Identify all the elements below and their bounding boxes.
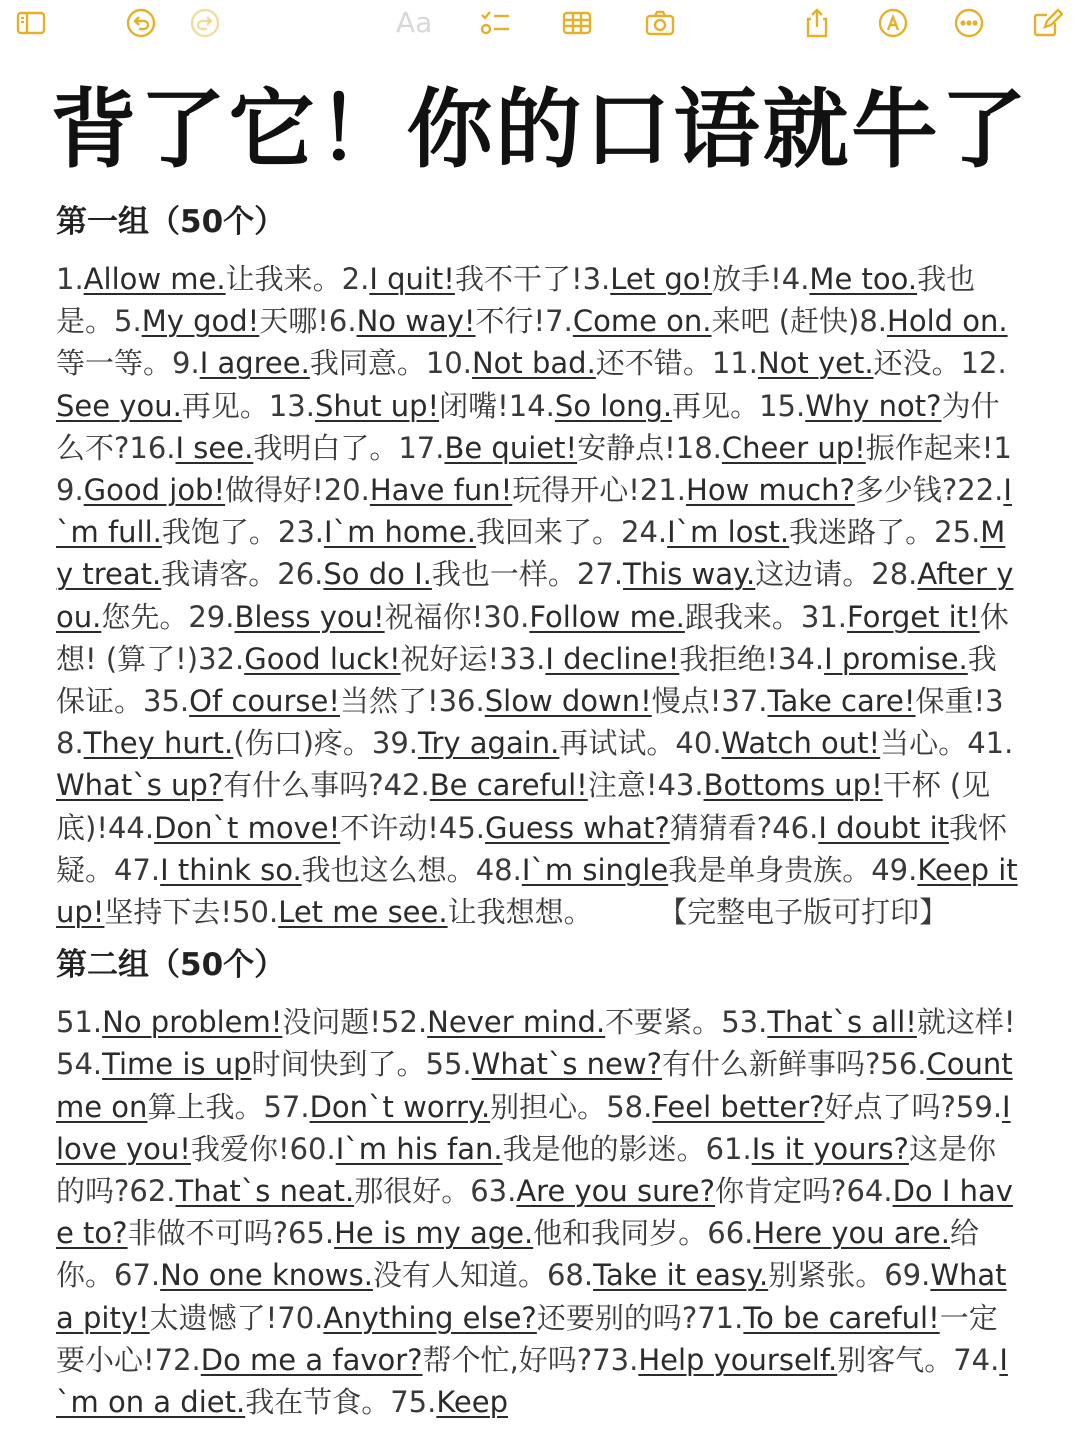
phrase-chinese: 给你。 xyxy=(56,1216,980,1293)
phrase-number: 37. xyxy=(721,684,768,719)
phrase-item xyxy=(676,431,994,465)
phrase-item xyxy=(583,262,782,296)
phrase-english: Keep xyxy=(436,1385,509,1420)
phrase-english: I`m his fan. xyxy=(335,1131,503,1166)
phrase-item xyxy=(384,768,658,802)
phrase-number: 49. xyxy=(871,852,918,887)
phrase-english: Follow me. xyxy=(529,599,685,634)
phrase-english: Never mind. xyxy=(427,1005,606,1040)
phrase-number: 26. xyxy=(277,557,324,592)
note-body[interactable] xyxy=(56,198,1022,1423)
phrase-number: 52. xyxy=(381,1005,428,1040)
phrase-number: 66. xyxy=(707,1216,754,1251)
phrase-english: Watch out! xyxy=(721,726,881,761)
phrase-list xyxy=(56,1001,1022,1423)
group-title: 第一组（50个） xyxy=(56,204,286,240)
phrase-english: Don`t move! xyxy=(154,810,341,845)
phrase-item xyxy=(290,1132,706,1166)
table-icon[interactable] xyxy=(560,6,594,40)
phrase-item xyxy=(114,853,476,887)
phrase-number: 62. xyxy=(129,1174,176,1209)
phrase-chinese: 再见。 xyxy=(181,388,269,423)
phrase-chinese: 保重! xyxy=(915,684,986,719)
phrase-chinese: 我回来了。 xyxy=(475,515,621,550)
phrase-number: 56. xyxy=(880,1047,927,1082)
compose-icon[interactable] xyxy=(1030,6,1064,40)
phrase-number: 42. xyxy=(383,768,430,803)
phrase-english: That`s all! xyxy=(767,1005,917,1040)
phrase-number: 35. xyxy=(143,684,190,719)
phrase-item xyxy=(56,262,342,296)
phrase-number: 64. xyxy=(846,1174,893,1209)
phrase-chinese: 我保证。 xyxy=(56,641,997,719)
phrase-item xyxy=(621,515,934,549)
phrase-english: Help yourself. xyxy=(638,1342,838,1377)
phrase-number: 58. xyxy=(606,1089,653,1124)
phrase-english: Here you are. xyxy=(753,1216,950,1251)
phrase-english: Hold on. xyxy=(887,304,1008,339)
phrase-item xyxy=(114,1258,547,1292)
phrase-number: 57. xyxy=(263,1089,310,1124)
phrase-chinese: 就这样! xyxy=(916,1005,1016,1040)
phrase-english: Be quiet! xyxy=(444,430,578,465)
phrase-chinese: 让我来。 xyxy=(225,262,342,296)
phrase-number: 43. xyxy=(657,768,704,803)
phrase-chinese: 慢点! xyxy=(651,684,722,719)
phrase-english: Count me on xyxy=(56,1047,1013,1124)
phrase-number: 63. xyxy=(470,1174,517,1209)
phrase-item xyxy=(721,1005,1015,1039)
phrase-number: 10. xyxy=(425,346,472,381)
phrase-number: 30. xyxy=(483,599,530,634)
phrase-item xyxy=(712,346,961,380)
phrase-english: I agree. xyxy=(199,346,310,381)
phrase-chinese: 还要别的吗? xyxy=(536,1300,698,1335)
phrase-item xyxy=(277,1301,697,1335)
phrase-english: No one knows. xyxy=(160,1258,373,1293)
phrase-chinese: 好点了吗? xyxy=(824,1089,956,1124)
phrase-number: 24. xyxy=(621,515,668,550)
phrase-number: 20. xyxy=(323,473,370,508)
phrase-english: I`m on a diet. xyxy=(56,1342,1008,1420)
phrase-english: They hurt. xyxy=(83,726,234,761)
phrase-chinese: 我在节食。 xyxy=(245,1385,391,1420)
phrase-number: 69. xyxy=(884,1258,931,1293)
phrase-number: 3. xyxy=(582,262,611,296)
phrase-chinese: 干杯 (见底)! xyxy=(56,768,991,845)
share-icon[interactable] xyxy=(800,6,834,40)
phrase-item xyxy=(277,557,577,591)
phrase-english: Shut up! xyxy=(314,388,440,423)
phrase-chinese: 做得好! xyxy=(225,473,324,508)
phrase-number: 2. xyxy=(341,262,370,296)
phrase-item xyxy=(721,684,985,718)
phrase-english: Bottoms up! xyxy=(703,768,883,803)
phrase-english: Keep it up! xyxy=(56,852,1018,930)
phrase-english: Do I have to? xyxy=(56,1174,1013,1251)
phrase-item xyxy=(390,1385,508,1419)
phrase-number: 12. xyxy=(960,346,1007,381)
phrase-english: Anything else? xyxy=(323,1300,537,1335)
phrase-english: Me too. xyxy=(809,262,918,296)
phrase-chinese: 为什么不? xyxy=(56,388,1000,465)
phrase-number: 44. xyxy=(107,810,155,845)
phrase-item xyxy=(509,389,759,423)
phrase-english: My treat. xyxy=(56,515,1006,592)
phrase-english: Don`t worry. xyxy=(309,1089,491,1124)
phrase-number: 5. xyxy=(114,304,142,339)
phrase-english: Cheer up! xyxy=(721,430,866,465)
phrase-chinese: 当然了! xyxy=(339,684,439,719)
note-title: 背了它！你的口语就牛了 xyxy=(50,80,1030,180)
phrase-english: Take care! xyxy=(767,684,916,719)
phrase-item xyxy=(56,1047,426,1081)
phrase-list xyxy=(56,258,1022,933)
phrase-chinese: 等一等。 xyxy=(56,346,173,381)
markup-icon[interactable] xyxy=(876,6,910,40)
phrase-number: 36. xyxy=(438,684,485,719)
phrase-chinese: 当心。 xyxy=(880,726,968,761)
phrase-item xyxy=(198,642,499,676)
phrase-chinese: 闭嘴! xyxy=(439,388,509,423)
phrase-english: I think so. xyxy=(160,852,302,887)
phrase-chinese: 玩得开心! xyxy=(512,473,640,508)
phrase-item xyxy=(143,684,439,718)
phrase-chinese: 这边请。 xyxy=(755,557,872,592)
phrase-number: 11. xyxy=(711,346,758,381)
phrase-english: I quit! xyxy=(369,262,455,296)
phrase-number: 45. xyxy=(438,810,486,845)
phrase-english: What a pity! xyxy=(56,1258,1007,1335)
phrase-english: No problem! xyxy=(102,1005,283,1040)
phrase-chinese: 不要紧。 xyxy=(605,1005,722,1040)
phrase-chinese: 天哪! xyxy=(259,304,329,339)
phrase-english: What`s new? xyxy=(471,1047,662,1082)
phrase-chinese: 我也一样。 xyxy=(431,557,577,592)
phrase-chinese: 没有人知道。 xyxy=(372,1258,547,1293)
phrase-chinese: 我也这么想。 xyxy=(301,852,476,887)
phrase-number: 68. xyxy=(546,1258,594,1293)
phrase-english: Have fun! xyxy=(369,473,513,508)
phrase-chinese: 让我想想。 xyxy=(447,895,593,930)
phrase-number: 17. xyxy=(398,430,445,465)
sidebar-icon[interactable] xyxy=(14,6,48,40)
phrase-number: 39. xyxy=(371,726,419,761)
phrase-number: 51. xyxy=(56,1005,103,1040)
phrase-item xyxy=(439,811,772,845)
phrase-chinese: 我也是。 xyxy=(56,262,976,339)
phrase-number: 14. xyxy=(508,388,555,423)
phrase-number: 22. xyxy=(957,473,1004,508)
checklist-icon[interactable] xyxy=(478,6,512,40)
phrase-english: Why not? xyxy=(805,388,942,423)
phrase-chinese: 有什么事吗? xyxy=(223,768,384,803)
phrase-item xyxy=(499,642,778,676)
phrase-chinese: 别担心。 xyxy=(490,1089,607,1124)
phrase-english: Slow down! xyxy=(484,684,652,719)
phrase-english: I`m home. xyxy=(324,515,476,550)
phrase-chinese: 帮个忙,好吗? xyxy=(422,1342,593,1377)
phrase-number: 72. xyxy=(154,1342,201,1377)
phrase-number: 46. xyxy=(772,810,819,845)
phrase-number: 28. xyxy=(871,557,918,592)
phrase-item xyxy=(188,600,483,634)
phrase-number: 60. xyxy=(289,1131,336,1166)
phrase-english: Take it easy. xyxy=(593,1258,769,1293)
phrase-english: No way! xyxy=(356,304,476,339)
phrase-number: 54. xyxy=(56,1047,103,1082)
phrase-chinese: 我是他的影迷。 xyxy=(502,1131,706,1166)
phrase-chinese: 我明白了。 xyxy=(253,430,399,465)
phrase-item xyxy=(232,895,593,929)
phrase-item xyxy=(577,557,871,591)
phrase-english: Come on. xyxy=(572,304,712,339)
phrase-number: 27. xyxy=(576,557,624,592)
phrase-number: 4. xyxy=(781,262,810,296)
phrase-item xyxy=(426,1047,881,1081)
phrase-english: My god! xyxy=(141,304,260,339)
phrase-item xyxy=(398,431,675,465)
phrase-chinese: 有什么新鲜事吗? xyxy=(662,1047,881,1082)
phrase-english: Guess what? xyxy=(485,810,670,845)
phrase-item xyxy=(278,515,621,549)
phrase-chinese: 猜猜看? xyxy=(669,810,773,845)
phrase-number: 41. xyxy=(967,726,1014,761)
phrase-number: 48. xyxy=(475,852,522,887)
phrase-number: 29. xyxy=(188,599,235,634)
phrase-english: He is my age. xyxy=(334,1216,534,1251)
phrase-chinese: 我迷路了。 xyxy=(789,515,935,550)
phrase-chinese: 再见。 xyxy=(672,388,760,423)
phrase-chinese: 注意! xyxy=(587,768,658,803)
phrase-number: 32. xyxy=(198,641,245,676)
phrase-item xyxy=(155,1343,593,1377)
phrase-english: Good job! xyxy=(83,473,226,508)
phrase-chinese: 再试试。 xyxy=(559,726,676,761)
phrase-number: 16. xyxy=(129,430,176,465)
phrase-chinese: 不许动! xyxy=(340,810,439,845)
phrase-chinese: 别紧张。 xyxy=(768,1258,885,1293)
phrase-item xyxy=(476,853,872,887)
phrase-number: 38. xyxy=(56,684,1004,761)
phrase-item xyxy=(269,389,509,423)
phrase-english: I doubt it xyxy=(818,810,950,845)
phrase-english: Let go! xyxy=(610,262,713,296)
phrase-chinese: 来吧 (赶快) xyxy=(711,304,860,339)
more-icon[interactable] xyxy=(952,6,986,40)
phrase-chinese: 休想! (算了!) xyxy=(56,599,1009,676)
phrase-english: After you. xyxy=(56,557,1014,634)
phrase-chinese: 我爱你! xyxy=(190,1131,290,1166)
phrase-chinese: 还不错。 xyxy=(595,346,712,381)
phrase-item xyxy=(470,1174,846,1208)
phrase-chinese: 不行! xyxy=(475,304,546,339)
phrase-english: Not yet. xyxy=(757,346,874,381)
phrase-english: I see. xyxy=(175,430,254,465)
redo-icon[interactable] xyxy=(188,6,222,40)
phrase-chinese: 你肯定吗? xyxy=(715,1174,847,1209)
phrase-chinese: 时间快到了。 xyxy=(251,1047,426,1082)
notes-toolbar xyxy=(0,0,1080,50)
phrase-number: 70. xyxy=(277,1300,324,1335)
phrase-item xyxy=(547,1258,884,1292)
phrase-number: 53. xyxy=(721,1005,768,1040)
phrase-number: 13. xyxy=(268,388,315,423)
phrase-chinese: 我请客。 xyxy=(161,557,278,592)
phrase-number: 8. xyxy=(859,304,888,339)
phrase-item xyxy=(108,811,439,845)
phrase-english: I`m single xyxy=(521,852,669,887)
phrase-item xyxy=(129,1174,470,1208)
phrase-number: 47. xyxy=(114,852,161,887)
phrase-english: Good luck! xyxy=(244,641,401,676)
phrase-english: So long. xyxy=(554,388,673,423)
phrase-chinese: 算上我。 xyxy=(147,1089,264,1124)
phrase-english: Is it yours? xyxy=(751,1131,909,1166)
phrase-english: Not bad. xyxy=(471,346,596,381)
phrase-number: 9. xyxy=(172,346,200,381)
phrase-number: 15. xyxy=(759,388,806,423)
phrase-number: 21. xyxy=(639,473,687,508)
phrase-item xyxy=(640,473,957,507)
phrase-english: See you. xyxy=(56,388,182,423)
phrase-chinese: 您先。 xyxy=(101,599,189,634)
phrase-english: Feel better? xyxy=(652,1089,825,1124)
phrase-english: To be careful! xyxy=(743,1300,940,1335)
phrase-number: 73. xyxy=(592,1342,639,1377)
camera-icon[interactable] xyxy=(643,6,677,40)
phrase-item xyxy=(324,473,640,507)
phrase-english: Of course! xyxy=(189,684,340,719)
phrase-english: I`m lost. xyxy=(667,515,790,550)
phrase-number: 71. xyxy=(697,1300,744,1335)
phrase-number: 55. xyxy=(425,1047,472,1082)
phrase-item xyxy=(439,684,722,718)
phrase-chinese: 安静点! xyxy=(577,430,676,465)
phrase-english: How much? xyxy=(686,473,855,508)
phrase-chinese: 一定要小心! xyxy=(56,1300,998,1377)
phrase-chinese: 我同意。 xyxy=(309,346,426,381)
phrase-chinese: 坚持下去! xyxy=(104,895,233,930)
phrase-chinese: (伤口)疼。 xyxy=(233,726,372,761)
phrase-item xyxy=(372,726,676,760)
phrase-chinese: 我不干了! xyxy=(454,262,583,296)
phrase-item xyxy=(129,431,398,465)
phrase-number: 19. xyxy=(56,430,1012,508)
phrase-item xyxy=(329,304,545,338)
phrase-english: Do me a favor? xyxy=(200,1342,423,1377)
phrase-chinese: 非做不可吗? xyxy=(127,1216,288,1251)
promo-text: 【完整电子版可打印】 xyxy=(672,895,949,930)
phrase-number: 33. xyxy=(499,641,546,676)
phrase-chinese: 那很好。 xyxy=(354,1174,471,1209)
phrase-item xyxy=(545,304,859,338)
phrase-chinese: 我饱了。 xyxy=(161,515,278,550)
phrase-number: 75. xyxy=(390,1385,437,1420)
phrase-number: 1. xyxy=(56,262,84,296)
phrase-english: Bless you! xyxy=(234,599,385,634)
phrase-chinese: 太遗憾了! xyxy=(149,1300,278,1335)
phrase-chinese: 祝福你! xyxy=(384,599,484,634)
phrase-number: 25. xyxy=(934,515,981,550)
phrase-item xyxy=(606,1090,956,1124)
undo-icon[interactable] xyxy=(124,6,158,40)
phrase-number: 50. xyxy=(232,895,279,930)
phrase-english: What`s up? xyxy=(56,768,224,803)
phrase-english: So do I. xyxy=(323,557,432,592)
phrase-number: 65. xyxy=(287,1216,335,1251)
phrase-english: Allow me. xyxy=(83,262,226,296)
phrase-chinese: 这是你的吗? xyxy=(56,1131,996,1209)
phrase-chinese: 振作起来! xyxy=(865,430,994,465)
phrase-number: 61. xyxy=(705,1131,752,1166)
phrase-chinese: 别客气。 xyxy=(837,1342,954,1377)
phrase-english: I promise. xyxy=(824,641,968,676)
phrase-english: Forget it! xyxy=(847,599,980,634)
phrase-number: 59. xyxy=(955,1089,1003,1124)
phrase-chinese: 跟我来。 xyxy=(684,599,801,634)
phrase-item xyxy=(592,1343,953,1377)
phrase-chinese: 多少钱? xyxy=(854,473,958,508)
phrase-chinese: 我是单身贵族。 xyxy=(668,852,872,887)
phrase-chinese: 没问题! xyxy=(282,1005,382,1040)
phrase-chinese: 还没。 xyxy=(873,346,961,381)
phrase-chinese: 我拒绝! xyxy=(679,641,778,676)
phrase-item xyxy=(381,1005,721,1039)
phrase-item xyxy=(114,304,329,338)
phrase-english: Let me see. xyxy=(278,895,448,930)
phrase-item xyxy=(56,1005,381,1039)
group-title: 第二组（50个） xyxy=(56,947,286,984)
phrase-number: 23. xyxy=(277,515,325,550)
phrase-item xyxy=(342,262,583,296)
phrase-english: I decline! xyxy=(545,641,680,676)
phrase-english: Be careful! xyxy=(429,768,588,803)
phrase-english: This way. xyxy=(623,557,756,592)
phrase-number: 67. xyxy=(114,1258,161,1293)
phrase-english: That`s neat. xyxy=(175,1174,355,1209)
phrase-number: 40. xyxy=(675,726,722,761)
phrase-english: I`m full. xyxy=(56,473,1012,550)
phrase-number: 34. xyxy=(777,641,825,676)
phrase-item xyxy=(675,726,967,760)
phrase-number: 31. xyxy=(800,599,848,634)
phrase-item xyxy=(172,346,426,380)
phrase-item xyxy=(426,346,712,380)
phrase-english: Are you sure? xyxy=(516,1174,716,1209)
phrase-chinese: 他和我同岁。 xyxy=(533,1216,708,1251)
phrase-chinese: 祝好运! xyxy=(400,641,500,676)
phrase-chinese: 我怀疑。 xyxy=(56,810,1008,887)
phrase-english: Try again. xyxy=(418,726,560,761)
phrase-english: Time is up xyxy=(102,1047,252,1082)
phrase-number: 6. xyxy=(328,304,357,339)
phrase-number: 7. xyxy=(545,304,573,339)
phrase-item xyxy=(288,1216,707,1250)
phrase-number: 74. xyxy=(953,1342,1000,1377)
format-text-icon[interactable]: Aa xyxy=(396,6,433,39)
phrase-chinese: 放手! xyxy=(712,262,782,296)
phrase-item xyxy=(263,1090,606,1124)
phrase-english: I love you! xyxy=(56,1089,1011,1166)
phrase-item xyxy=(483,600,801,634)
phrase-number: 18. xyxy=(675,430,722,465)
